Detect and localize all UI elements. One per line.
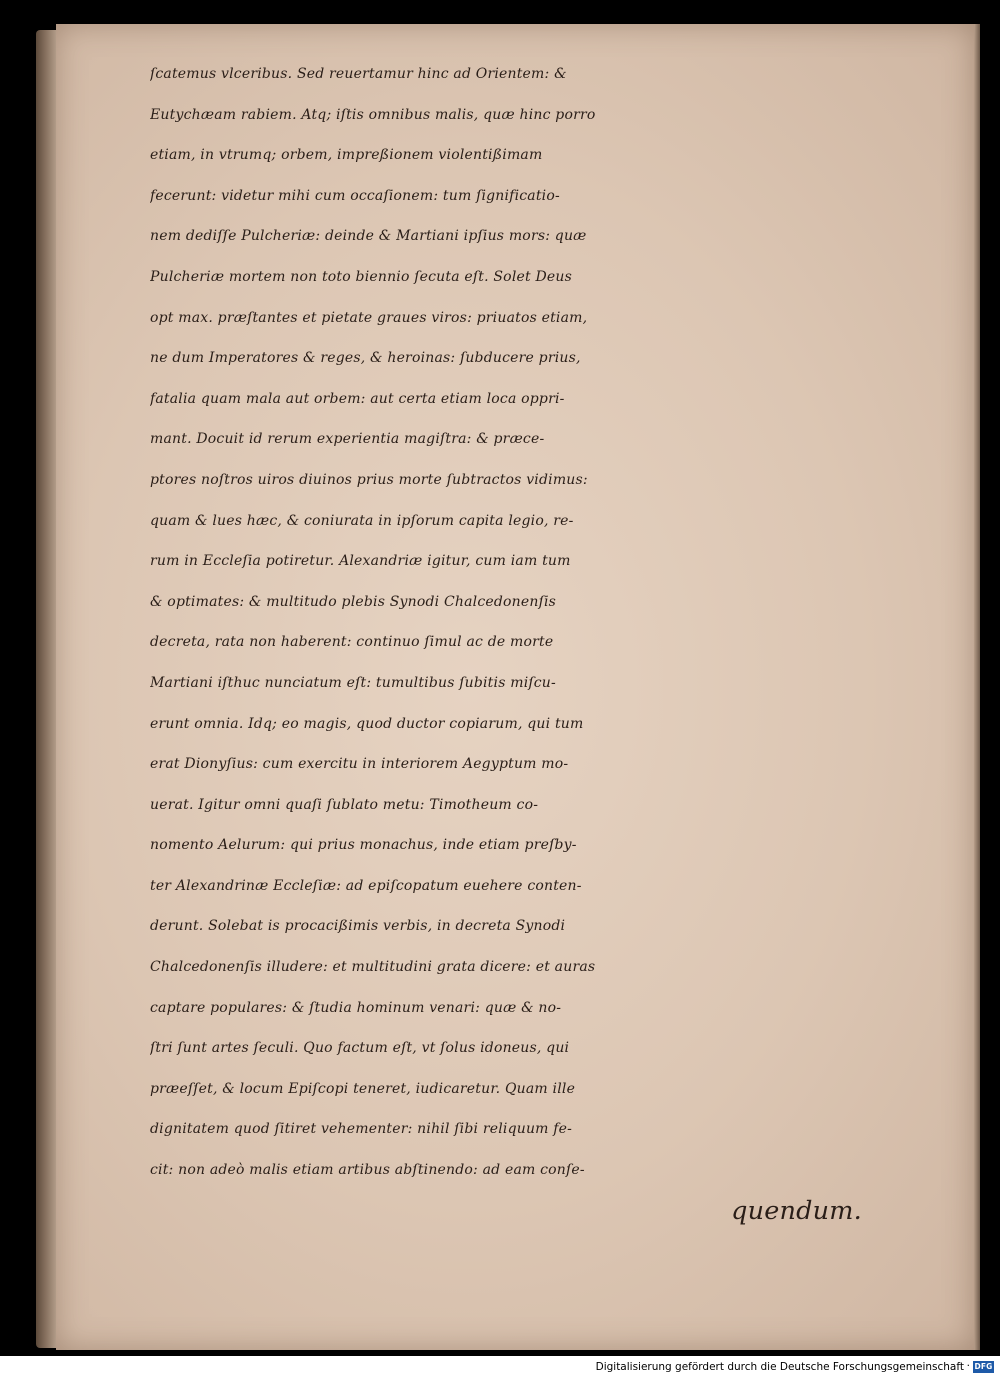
text-line: ne dum Imperatores & reges, & heroinas: ſubducere prius,: [150, 350, 581, 367]
page-text-block: [150, 54, 890, 1274]
funding-notice: Digitalisierung gefördert durch die Deutsche Forschungsgemeinschaft: [595, 1361, 964, 1373]
text-line: nomento Aelurum: qui prius monachus, inde etiam preſby-: [150, 837, 577, 854]
text-line: ter Alexandrinæ Eccleſiæ: ad epiſcopatum euehere conten-: [150, 877, 582, 894]
text-line: captare populares: & ſtudia hominum venari: quæ & no-: [150, 999, 562, 1016]
catchword: quendum.: [731, 1195, 862, 1226]
text-line: quam & lues hæc, & coniurata in ipſorum capita legio, re-: [150, 512, 574, 529]
text-line: cit: non adeò malis etiam artibus abſtinendo: ad eam conſe-: [150, 1162, 585, 1179]
text-line: præeſſet, & locum Epiſcopi teneret, iudicaretur. Quam ille: [150, 1080, 576, 1097]
text-line: Eutychæam rabiem. Atq; iſtis omnibus malis, quæ hinc porro: [150, 106, 596, 123]
text-line: mant. Docuit id rerum experientia magiſtra: & præce-: [150, 431, 545, 448]
text-line: ſcatemus vlceribus. Sed reuertamur hinc ad Orientem: &: [150, 66, 567, 82]
text-line: rum in Eccleſia potiretur. Alexandriæ igitur, cum iam tum: [150, 553, 571, 570]
text-line: Pulcheriæ mortem non toto biennio ſecuta eſt. Solet Deus: [150, 268, 572, 285]
text-line: fatalia quam mala aut orbem: aut certa etiam loca oppri-: [150, 390, 565, 407]
text-line: opt max. præſtantes et pietate graues viros: priuatos etiam,: [150, 309, 588, 326]
text-line: decreta, rata non haberent: continuo ſimul ac de morte: [150, 634, 554, 651]
text-line: uerat. Igitur omni quaſi ſublato metu: Timotheum co-: [150, 796, 539, 813]
text-line: etiam, in vtrumq; orbem, impreßionem violentißimam: [150, 147, 543, 164]
text-line: nem dediſſe Pulcheriæ: deinde & Martiani ipſius mors: quæ: [150, 228, 587, 245]
text-line: erat Dionyſius: cum exercitu in interiorem Aegyptum mo-: [150, 756, 569, 773]
page-right-edge: [974, 24, 980, 1350]
text-line: Chalcedonenſis illudere: et multitudini grata dicere: et auras: [150, 959, 596, 976]
text-line: fecerunt: videtur mihi cum occaſionem: tum ſignificatio-: [150, 187, 560, 204]
footer-bar: [0, 1356, 1000, 1378]
dfg-logo[interactable]: DFG: [974, 1362, 993, 1371]
text-line: dignitatem quod ſitiret vehementer: nihil ſibi reliquum fe-: [150, 1121, 573, 1138]
text-line: derunt. Solebat is procacißimis verbis, in decreta Synodi: [150, 918, 566, 935]
text-line: erunt omnia. Idq; eo magis, quod ductor copiarum, qui tum: [150, 715, 584, 732]
text-line: ptores noſtros uiros diuinos prius morte ſubtractos vidimus:: [150, 471, 588, 488]
text-line: Martiani iſthuc nunciatum eſt: tumultibus ſubitis miſcu-: [150, 674, 556, 691]
text-line: & optimates: & multitudo plebis Synodi Chalcedonenſis: [150, 593, 557, 610]
text-line: ſtri ſunt artes ſeculi. Quo factum eſt, vt ſolus idoneus, qui: [150, 1040, 570, 1057]
footer-separator: ·: [966, 1360, 970, 1372]
